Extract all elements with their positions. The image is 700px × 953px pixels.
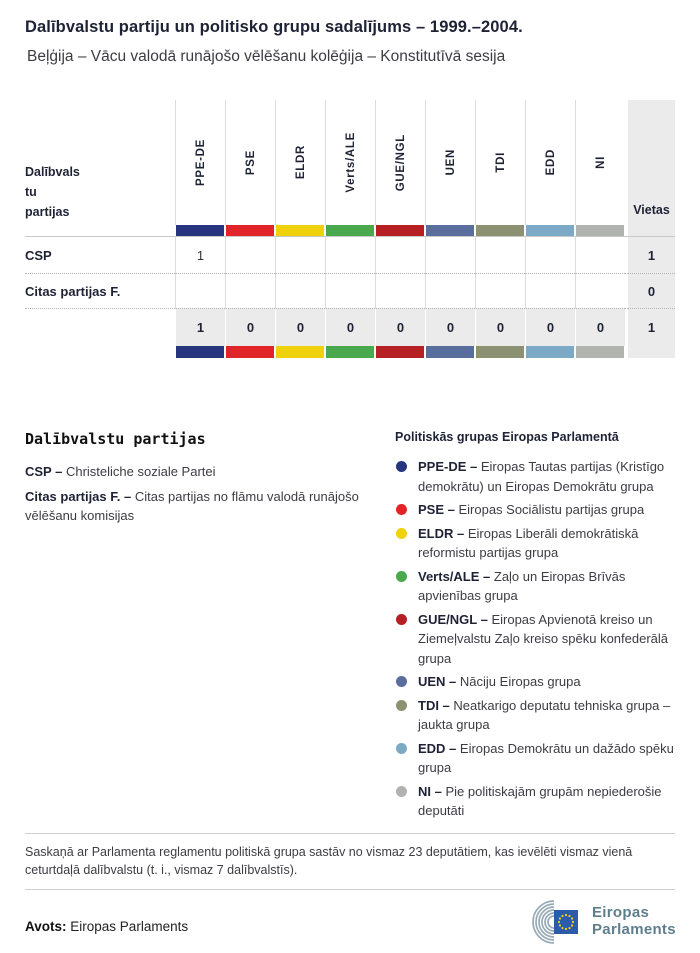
- top-color-bar-ELDR: [275, 225, 325, 236]
- political-group-item-ELDR: [395, 524, 678, 563]
- cell-NI: [575, 273, 625, 308]
- column-header-NI: NI: [575, 100, 625, 225]
- cell-TDI: [475, 236, 525, 273]
- page-subtitle: Beļģija – Vācu valodā runājošo vēlēšanu kolēģija – Konstitutīvā sesija: [27, 48, 506, 65]
- political-groups-legend: [395, 430, 678, 825]
- cell-UEN: [425, 273, 475, 308]
- top-color-bar-PPE-DE: [175, 225, 225, 236]
- top-color-bar-Verts/ALE: [325, 225, 375, 236]
- hemicycle-icon: [533, 901, 554, 943]
- political-group-item-Verts/ALE: [395, 567, 678, 606]
- cell-ELDR: [275, 236, 325, 273]
- column-header-TDI: TDI: [475, 100, 525, 225]
- top-color-bar-TDI: [475, 225, 525, 236]
- member-parties-heading: Dalībvalstu partijas: [25, 430, 206, 448]
- source-value: Eiropas Parlaments: [70, 919, 189, 934]
- total-cell-EDD: 0: [525, 308, 575, 346]
- cell-EDD: [525, 273, 575, 308]
- group-description: TDI – Neatkarigo deputatu tehniska grupa – jaukta grupa: [418, 697, 671, 732]
- top-seats-cell: [628, 225, 675, 236]
- column-header-PSE: PSE: [225, 100, 275, 225]
- eu-flag-icon: [554, 910, 578, 934]
- column-header-PPE-DE: PPE-DE: [175, 100, 225, 225]
- political-group-item-UEN: [395, 672, 678, 692]
- top-color-bar-EDD: [525, 225, 575, 236]
- cell-NI: [575, 236, 625, 273]
- column-header-GUE/NGL: GUE/NGL: [375, 100, 425, 225]
- group-description: ELDR – Eiropas Liberāli demokrātiskā reformistu partijas grupa: [418, 525, 639, 560]
- member-parties-legend: [25, 430, 377, 531]
- bottom-color-bar-Verts/ALE: [325, 346, 375, 358]
- total-cell-UEN: 0: [425, 308, 475, 346]
- source-label: Avots:: [25, 919, 67, 934]
- cell-TDI: [475, 273, 525, 308]
- divider-bottom: [25, 889, 675, 890]
- row-seats: 1: [628, 236, 675, 273]
- bottom-color-bar-ELDR: [275, 346, 325, 358]
- political-group-item-GUE/NGL: [395, 610, 678, 669]
- group-description: NI – Pie politiskajām grupām nepiederošie deputāti: [418, 783, 662, 818]
- group-color-dot: [396, 571, 407, 582]
- cell-PPE-DE: 1: [175, 236, 225, 273]
- cell-GUE/NGL: [375, 236, 425, 273]
- group-color-dot: [396, 504, 407, 515]
- member-party-item: Citas partijas F. – Citas partijas no flāmu valodā runājošo vēlēšanu komisijas: [25, 489, 359, 523]
- cell-PSE: [225, 273, 275, 308]
- bottom-label-gap: [25, 346, 175, 358]
- group-color-dot: [396, 461, 407, 472]
- total-cell-NI: 0: [575, 308, 625, 346]
- total-cell-Verts/ALE: 0: [325, 308, 375, 346]
- political-group-item-EDD: [395, 739, 678, 778]
- column-header-Verts/ALE: Verts/ALE: [325, 100, 375, 225]
- group-description: GUE/NGL – Eiropas Apvienotā kreiso un Ziemeļvalstu Zaļo kreiso spēku konfederālā grupa: [418, 611, 669, 666]
- political-group-item-PSE: [395, 500, 678, 520]
- page-title: Dalībvalstu partiju un politisko grupu sadalījums – 1999.–2004.: [25, 18, 523, 36]
- bottom-color-bar-PSE: [225, 346, 275, 358]
- cell-PPE-DE: [175, 273, 225, 308]
- european-parliament-logo: [522, 899, 692, 945]
- bottom-color-bar-GUE/NGL: [375, 346, 425, 358]
- distribution-table: [25, 100, 675, 358]
- member-parties-items: [25, 462, 377, 525]
- row-label: CSP: [25, 236, 175, 273]
- bottom-color-bar-PPE-DE: [175, 346, 225, 358]
- group-description: Verts/ALE – Zaļo un Eiropas Brīvās apvienības grupa: [418, 568, 626, 603]
- column-header-UEN: UEN: [425, 100, 475, 225]
- group-color-dot: [396, 676, 407, 687]
- row-label: Citas partijas F.: [25, 273, 175, 308]
- bottom-color-bar-NI: [575, 346, 625, 358]
- group-description: EDD – Eiropas Demokrātu un dažādo spēku grupa: [418, 740, 674, 775]
- total-seats: 1: [628, 308, 675, 346]
- total-label: [25, 308, 175, 346]
- cell-PSE: [225, 236, 275, 273]
- group-color-dot: [396, 528, 407, 539]
- cell-Verts/ALE: [325, 236, 375, 273]
- column-header-EDD: EDD: [525, 100, 575, 225]
- bottom-color-bar-EDD: [525, 346, 575, 358]
- top-color-bar-UEN: [425, 225, 475, 236]
- cell-UEN: [425, 236, 475, 273]
- cell-Verts/ALE: [325, 273, 375, 308]
- seats-column-header: Vietas: [628, 100, 675, 225]
- political-group-item-TDI: [395, 696, 678, 735]
- divider-top: [25, 833, 675, 834]
- total-cell-ELDR: 0: [275, 308, 325, 346]
- group-color-dot: [396, 743, 407, 754]
- political-groups-heading: Politiskās grupas Eiropas Parlamentā: [395, 430, 619, 444]
- total-cell-PSE: 0: [225, 308, 275, 346]
- top-color-bar-NI: [575, 225, 625, 236]
- group-color-dot: [396, 614, 407, 625]
- cell-EDD: [525, 236, 575, 273]
- member-party-item: CSP – Christeliche soziale Partei: [25, 464, 216, 479]
- source-line: [25, 919, 188, 934]
- top-color-bar-PSE: [225, 225, 275, 236]
- political-group-item-PPE-DE: [395, 457, 678, 496]
- bottom-color-bar-TDI: [475, 346, 525, 358]
- top-label-gap: [25, 225, 175, 236]
- total-cell-PPE-DE: 1: [175, 308, 225, 346]
- footnote: Saskaņā ar Parlamenta reglamentu politiskā grupa sastāv no vismaz 23 deputātiem, kas ievēlēti vismaz vienā ceturtdaļā dalībvalstu (t. i., vismaz 7 dalībvalstīs).: [25, 845, 633, 877]
- top-color-bar-GUE/NGL: [375, 225, 425, 236]
- political-group-item-NI: [395, 782, 678, 821]
- group-description: PPE-DE – Eiropas Tautas partijas (Kristīgo demokrātu) un Eiropas Demokrātu grupa: [418, 459, 665, 494]
- row-header-label: Dalībvals tu partijas: [25, 165, 80, 219]
- row-seats: 0: [628, 273, 675, 308]
- total-cell-TDI: 0: [475, 308, 525, 346]
- group-description: PSE – Eiropas Sociālistu partijas grupa: [418, 502, 645, 517]
- cell-GUE/NGL: [375, 273, 425, 308]
- political-groups-items: [395, 457, 678, 821]
- bottom-color-bar-UEN: [425, 346, 475, 358]
- total-cell-GUE/NGL: 0: [375, 308, 425, 346]
- column-header-ELDR: ELDR: [275, 100, 325, 225]
- cell-ELDR: [275, 273, 325, 308]
- logo-text-line2: Parlaments: [592, 921, 676, 938]
- logo-text-line1: Eiropas: [592, 904, 650, 921]
- group-color-dot: [396, 700, 407, 711]
- group-description: UEN – Nāciju Eiropas grupa: [418, 674, 581, 689]
- group-color-dot: [396, 786, 407, 797]
- bottom-seats-cell: [628, 346, 675, 358]
